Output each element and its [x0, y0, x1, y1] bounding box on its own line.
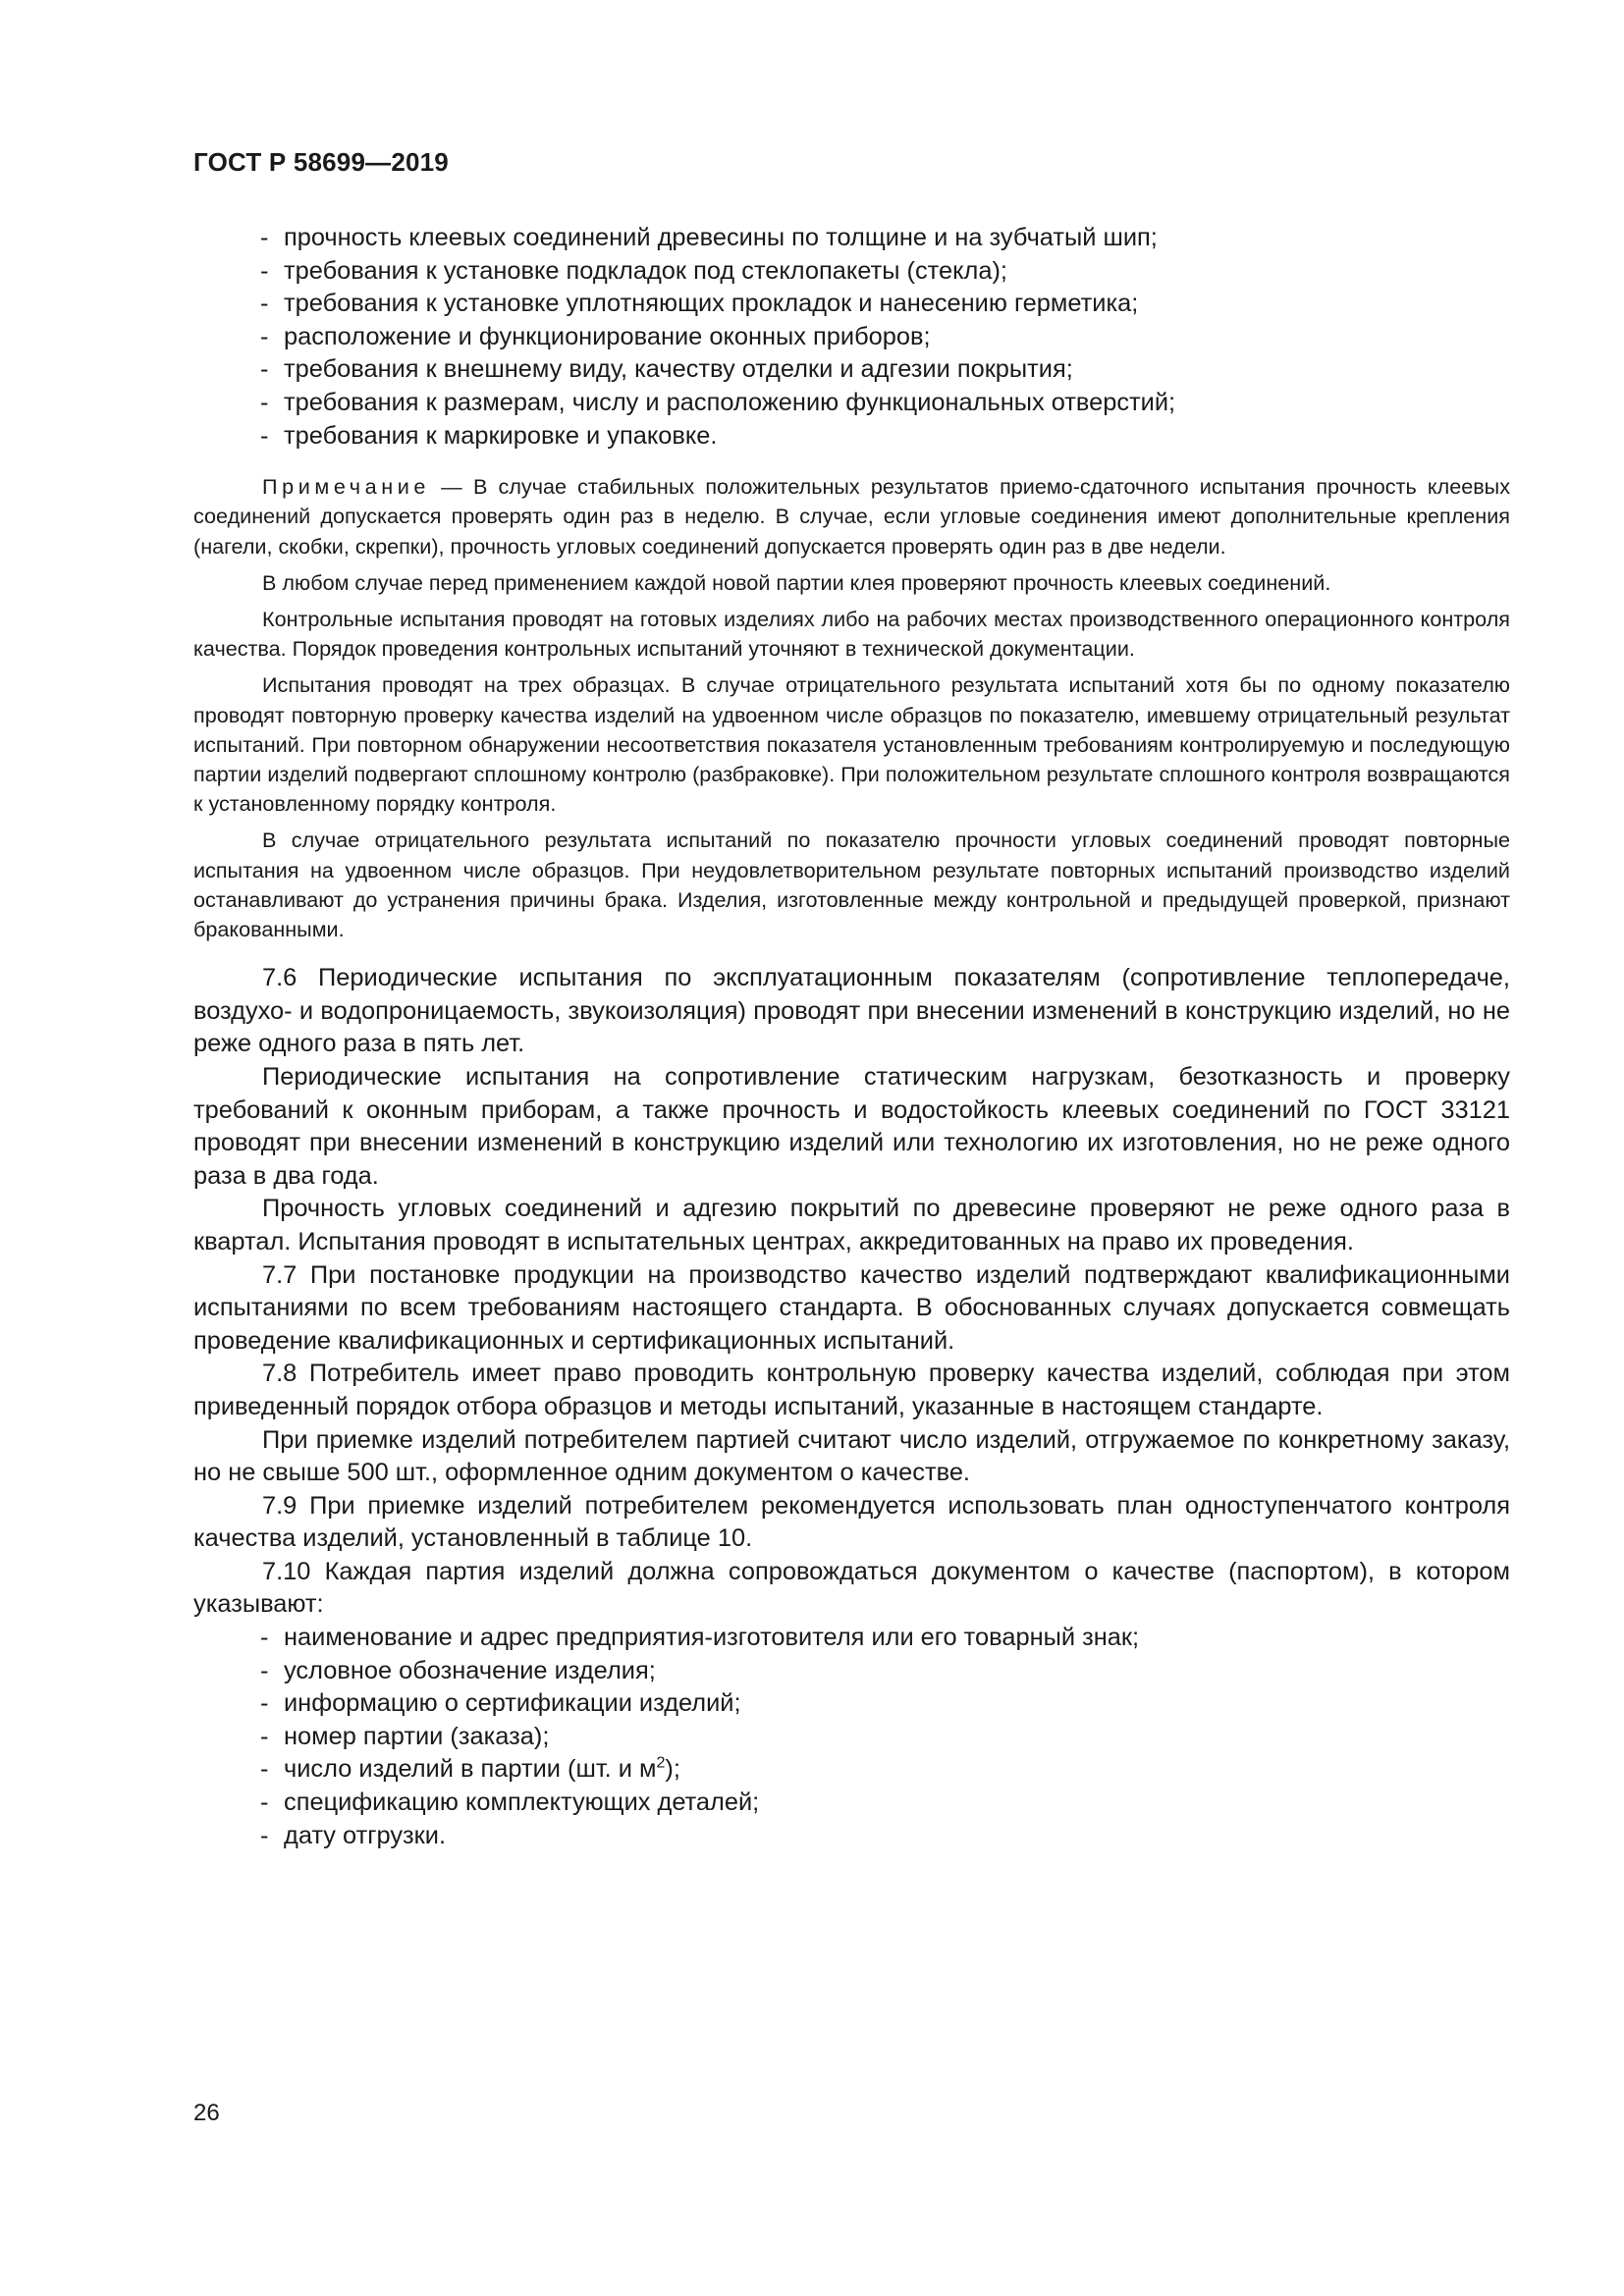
list-item-text — [284, 1755, 680, 1783]
note-paragraph — [193, 472, 1510, 561]
clause-7-6: 7.6 Периодические испытания по эксплуатационным показателям (сопротивление теплопередаче, воздухо- и водопроницаемость, звукоизоляция) проводят при внесении изменений в конструкцию изделий, но не реже одного раза в пять лет. — [193, 964, 1510, 1058]
list-dash: - — [260, 224, 269, 251]
list-item-text: требования к установке подкладок под стеклопакеты (стекла); — [284, 256, 1007, 285]
list-item-text: требования к установке уплотняющих прокладок и нанесению герметика; — [284, 290, 1139, 318]
note-paragraph: В любом случае перед применением каждой новой партии клея проверяют прочность клеевых соединений. — [262, 569, 1331, 595]
clause-7-9: 7.9 При приемке изделий потребителем рекомендуется использовать план одноступенчатого контроля качества изделий, установленный в таблице 10. — [193, 1491, 1510, 1553]
list-dash: - — [260, 1789, 269, 1817]
list-item — [193, 1622, 1510, 1655]
list-dash: - — [260, 421, 269, 450]
list-dash: - — [260, 388, 269, 416]
list-dash: - — [260, 1821, 269, 1849]
list-item — [193, 1655, 1510, 1688]
list-item — [193, 387, 1510, 420]
list-dash: - — [260, 290, 269, 318]
list-dash: - — [260, 1689, 269, 1718]
note-label: Примечание — [262, 474, 430, 500]
list-item-text: номер партии (заказа); — [284, 1722, 550, 1750]
list-dash: - — [260, 322, 269, 350]
quantity-text-end: ); — [665, 1755, 680, 1784]
note-paragraph: Испытания проводят на трех образцах. В случае отрицательного результата испытаний хотя бы по одному показателю проводят повторную проверку качества изделий на удвоенном числе образцов по показателю, имевшему отрицательный результат испытаний. При повторном обнаружении несоответствия показателя установленным требованиям контролируемую и последующую партии изделий подвергают сплошному контролю (разбраковке). При положительном результате сплошного контроля возвращаются к установленному порядку контроля. — [193, 672, 1510, 817]
list-item — [193, 353, 1510, 387]
list-dash: - — [260, 1755, 269, 1784]
page-number: 26 — [193, 2100, 220, 2126]
clause-7-8: 7.8 Потребитель имеет право проводить контрольную проверку качества изделий, соблюдая при этом приведенный порядок отбора образцов и методы испытаний, указанные в настоящем стандарте. — [193, 1360, 1510, 1420]
test-items-list — [193, 222, 1510, 453]
list-item — [193, 321, 1510, 354]
list-item-text: расположение и функционирование оконных приборов; — [284, 322, 931, 350]
note-paragraph: В случае отрицательного результата испытаний по показателю прочности угловых соединений проводят повторные испытания на удвоенном числе образцов. При неудовлетворительном результате повторных испытаний производство изделий останавливают до устранения причины брака. Изделия, изготовленные между контрольной и предыдущей проверкой, признают бракованными. — [193, 828, 1510, 941]
list-item-text: наименование и адрес предприятия-изготовителя или его товарный знак; — [284, 1624, 1140, 1652]
list-item — [193, 1787, 1510, 1820]
list-item — [193, 222, 1510, 255]
main-text — [193, 962, 1510, 1622]
list-item-text: прочность клеевых соединений древесины по толщине и на зубчатый шип; — [284, 224, 1158, 251]
superscript: 2 — [656, 1754, 666, 1772]
page-content — [193, 222, 1510, 1852]
list-item-text: условное обозначение изделия; — [284, 1656, 656, 1684]
list-item — [193, 1753, 1510, 1787]
note-text: — В случае стабильных положительных результатов приемо-сдаточного испытания прочность клеевых соединений допускается проверять один раз в неделю. В случае, если угловые соединения имеют дополнительные крепления (нагели, скобки, скрепки), прочность угловых соединений допускается проверять один раз в две недели. — [193, 474, 1510, 559]
list-item — [193, 420, 1510, 454]
list-item-text: спецификацию комплектующих деталей; — [284, 1789, 760, 1817]
note-paragraph: Контрольные испытания проводят на готовых изделиях либо на рабочих местах производственного операционного контроля качества. Порядок проведения контрольных испытаний уточняют в технической документации. — [193, 606, 1510, 662]
list-item — [193, 1820, 1510, 1853]
list-item-text: требования к внешнему виду, качеству отделки и адгезии покрытия; — [284, 355, 1073, 384]
list-item-text: требования к маркировке и упаковке. — [284, 421, 718, 450]
list-dash: - — [260, 256, 269, 285]
body-paragraph: Прочность угловых соединений и адгезию покрытий по древесине проверяют не реже одного раза в квартал. Испытания проводят в испытательных центрах, аккредитованных на право их проведения. — [193, 1195, 1510, 1255]
clause-7-10: 7.10 Каждая партия изделий должна сопровождаться документом о качестве (паспортом), в котором указывают: — [193, 1557, 1510, 1619]
clause-7-7: 7.7 При постановке продукции на производство качество изделий подтверждают квалификационными испытаниями по всем требованиям настоящего стандарта. В обоснованных случаях допускается совмещать проведение квалификационных и сертификационных испытаний. — [193, 1260, 1510, 1355]
list-item-text: информацию о сертификации изделий; — [284, 1689, 741, 1718]
note-block — [193, 472, 1510, 944]
quantity-text: число изделий в партии (шт. и м — [284, 1755, 657, 1784]
list-item — [193, 1721, 1510, 1754]
list-item-text: дату отгрузки. — [284, 1821, 447, 1849]
list-item-text: требования к размерам, числу и расположению функциональных отверстий; — [284, 388, 1176, 416]
body-paragraph: При приемке изделий потребителем партией считают число изделий, отгружаемое по конкретному заказу, но не свыше 500 шт., оформленное одним документом о качестве. — [193, 1425, 1510, 1487]
body-paragraph: Периодические испытания на сопротивление статическим нагрузкам, безотказность и проверку требований к оконным приборам, а также прочность и водостойкость клеевых соединений по ГОСТ 33121 проводят при внесении изменений в конструкцию изделий или технологию их изготовления, но не реже одного раза в два года. — [193, 1062, 1510, 1190]
list-item — [193, 288, 1510, 321]
list-item — [193, 1687, 1510, 1721]
list-dash: - — [260, 355, 269, 384]
document-header: ГОСТ Р 58699—2019 — [193, 147, 449, 177]
list-dash: - — [260, 1656, 269, 1684]
list-dash: - — [260, 1624, 269, 1652]
document-contents-list — [193, 1622, 1510, 1852]
list-item — [193, 255, 1510, 289]
list-dash: - — [260, 1722, 269, 1750]
